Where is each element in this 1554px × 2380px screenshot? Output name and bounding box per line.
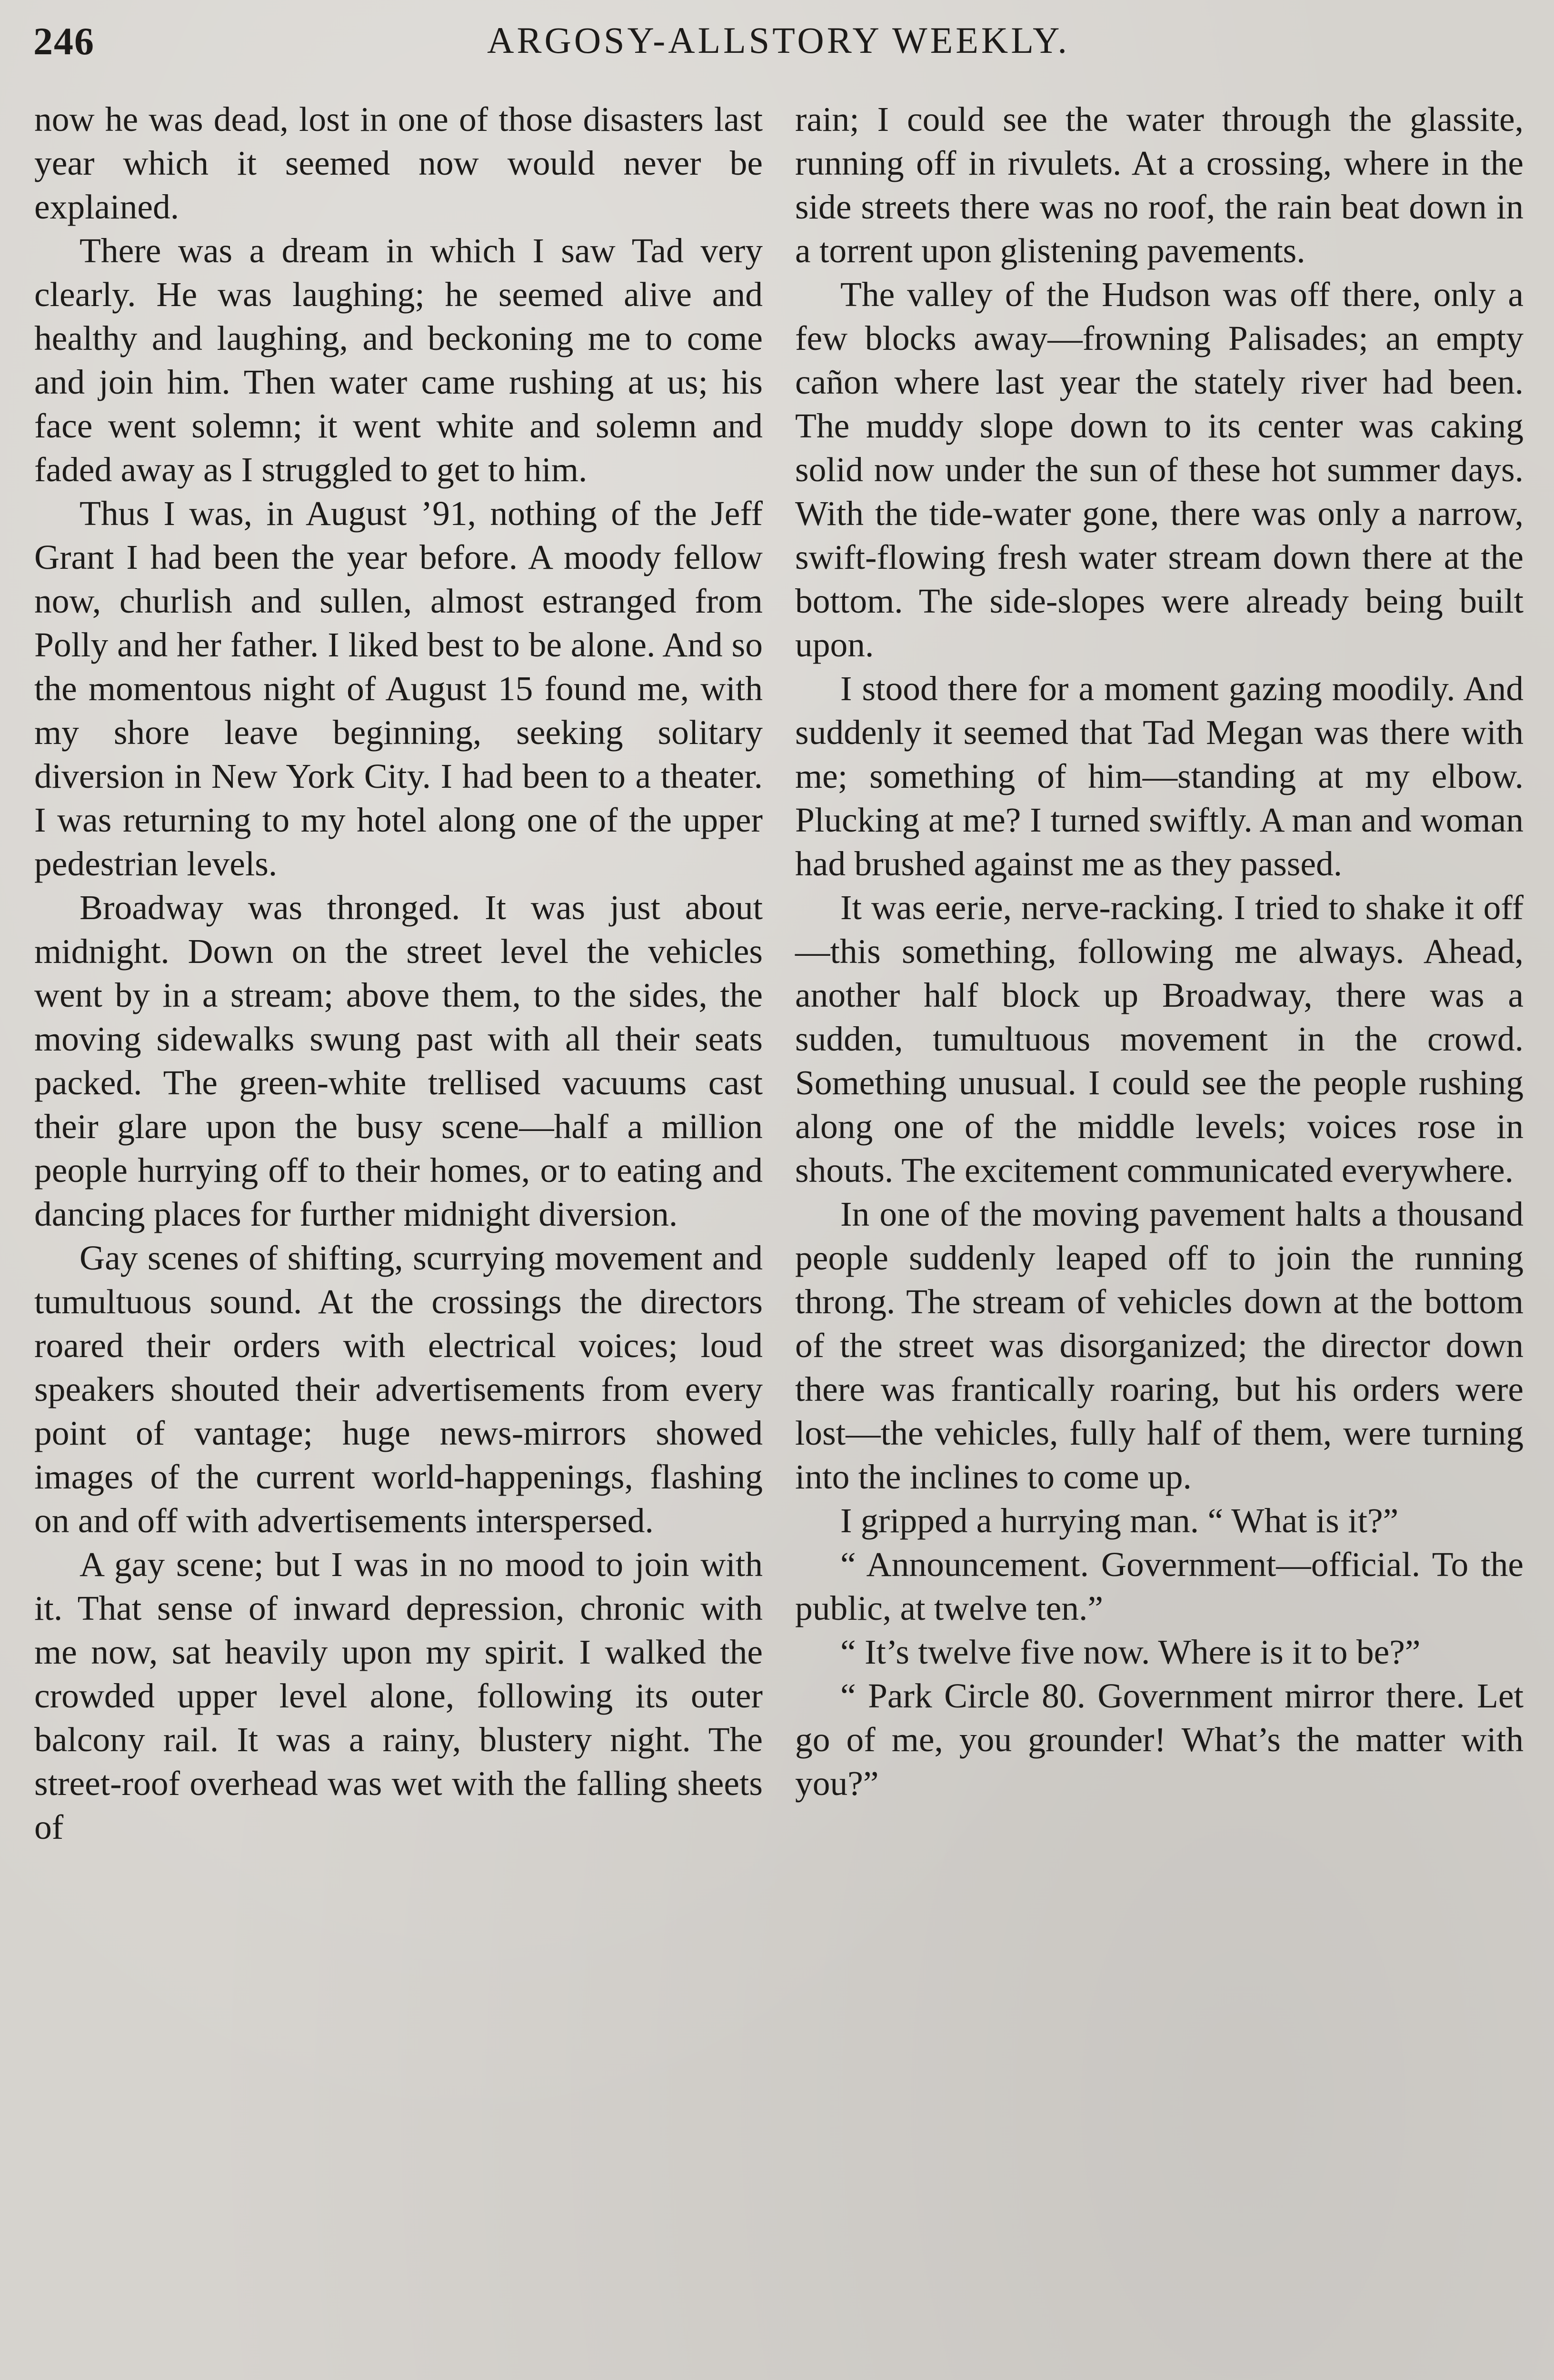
paragraph: I stood there for a moment gazing moodily. And suddenly it seemed that Tad Megan was there with me; something of him—standing at my elbow. Plucking at me? I turned swiftly. A man and woman had brushed against me as they passed.: [795, 669, 1524, 883]
page-number: 246: [33, 20, 95, 63]
page-header: [33, 19, 1524, 76]
left-column: [34, 98, 763, 1849]
paragraph: There was a dream in which I saw Tad very clearly. He was laughing; he seemed alive and healthy and laughing, and beckoning me to come and join him. Then water came rushing at us; his face went solemn; it went white and solemn and faded away as I struggled to get to him.: [34, 231, 763, 489]
paragraph: Thus I was, in August ’91, nothing of the Jeff Grant I had been the year before. A moody fellow now, churlish and sullen, almost estranged from Polly and her father. I liked best to be alone. And so the momentous night of August 15 found me, with my shore leave beginning, seeking solitary diversion in New York City. I had been to a theater. I was returning to my hotel along one of the upper pedestrian levels.: [34, 494, 763, 883]
paragraph: The valley of the Hudson was off there, only a few blocks away—frowning Palisades; an empty cañon where last year the stately river had been. The muddy slope down to its center was caking solid now under the sun of these hot summer days. With the tide-water gone, there was only a narrow, swift-flowing fresh water stream down there at the bottom. The side-slopes were already being built upon.: [795, 275, 1524, 664]
running-head: ARGOSY-ALLSTORY WEEKLY.: [487, 20, 1070, 61]
paragraph: Broadway was thronged. It was just about midnight. Down on the street level the vehicles went by in a stream; above them, to the sides, the moving sidewalks swung past with all their seats packed. The green-white trellised vacuums cast their glare upon the busy scene—half a million people hurrying off to their homes, or to eating and dancing places for further midnight diversion.: [34, 888, 763, 1233]
paragraph: A gay scene; but I was in no mood to join with it. That sense of inward depression, chronic with me now, sat heavily upon my spirit. I walked the crowded upper level alone, following its outer balcony rail. It was a rainy, blustery night. The street-roof overhead was wet with the falling sheets of: [34, 1545, 763, 1846]
paragraph: Gay scenes of shifting, scurrying movement and tumultuous sound. At the crossings the directors roared their orders with electrical voices; loud speakers shouted their advertisements from every point of vantage; huge news-mirrors showed images of the current world-happenings, flashing on and off with advertisements interspersed.: [34, 1239, 763, 1540]
paragraph: In one of the moving pavement halts a thousand people suddenly leaped off to join the running throng. The stream of vehicles down at the bottom of the street was disorganized; the director down there was frantically roaring, but his orders were lost—the vehicles, fully half of them, were turning into the inclines to come up.: [795, 1195, 1524, 1496]
paragraph: now he was dead, lost in one of those disasters last year which it seemed now would never be explained.: [34, 100, 763, 226]
paragraph: “ It’s twelve five now. Where is it to be?”: [840, 1633, 1421, 1671]
paragraph: rain; I could see the water through the glassite, running off in rivulets. At a crossing, where in the side streets there was no roof, the rain beat down in a torrent upon glistening pavements.: [795, 100, 1524, 270]
right-column: [795, 98, 1524, 1805]
paragraph: “ Announcement. Government—official. To the public, at twelve ten.”: [795, 1545, 1524, 1627]
paragraph: It was eerie, nerve-racking. I tried to shake it off—this something, following me always. Ahead, another half block up Broadway, there was a sudden, tumultuous movement in the crowd. Something unusual. I could see the people rushing along one of the middle levels; voices rose in shouts. The excitement communicated everywhere.: [795, 888, 1524, 1190]
paragraph: “ Park Circle 80. Government mirror there. Let go of me, you grounder! What’s the matter with you?”: [795, 1676, 1524, 1803]
paragraph: I gripped a hurrying man. “ What is it?”: [840, 1501, 1399, 1540]
